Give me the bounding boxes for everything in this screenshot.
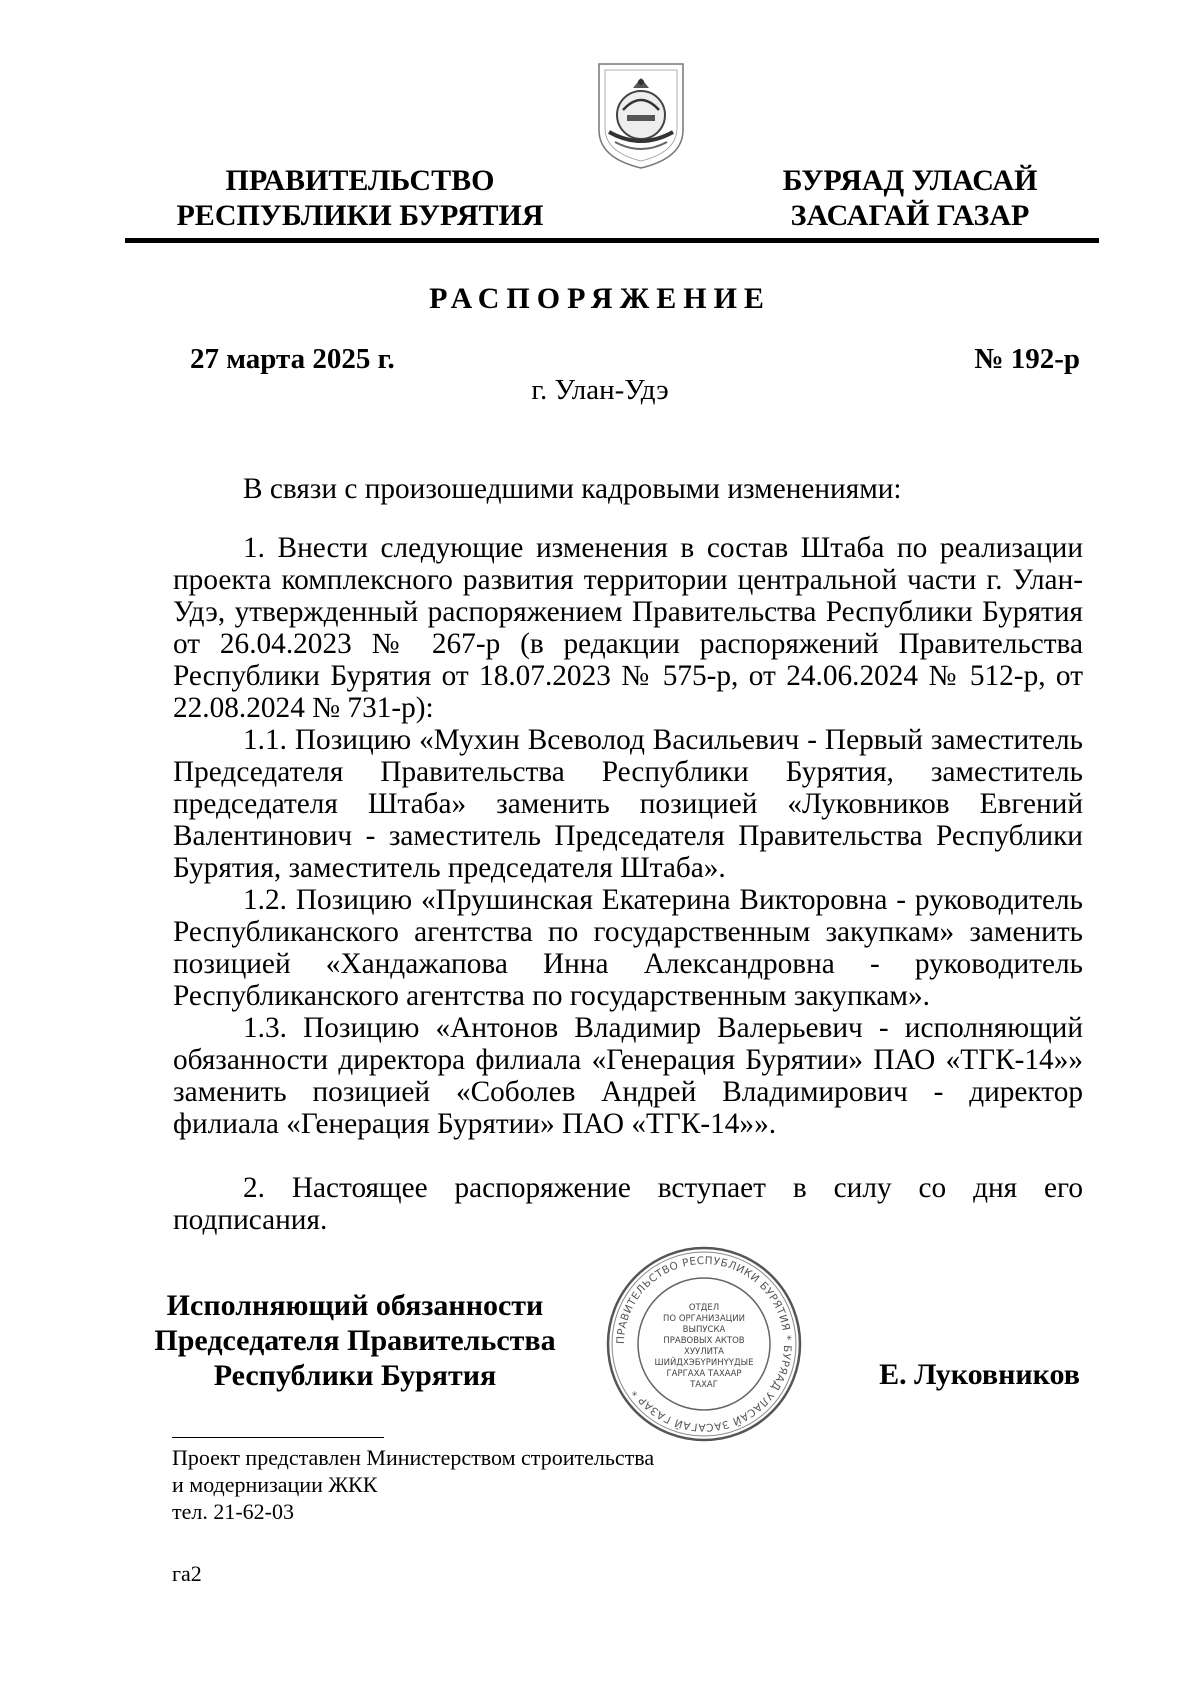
- svg-text:ПО ОРГАНИЗАЦИИ: ПО ОРГАНИЗАЦИИ: [663, 1314, 745, 1324]
- svg-text:ХУУЛИТА: ХУУЛИТА: [684, 1347, 724, 1357]
- paragraph-1: 1. Внести следующие изменения в состав Штаба по реализации проекта комплексного развития территории центральной части г. Улан-Удэ, утвержденный распоряжением Правительства Республики Бурятия от 26.04.2023 № 267-р (в редакции распоряжений Правительства Республики Бурятия от 18.07.2023 № 575-р, от 24.06.2024 № 512-р, от 22.08.2024 № 731-р):: [173, 532, 1083, 724]
- footnote-rule: [172, 1437, 384, 1438]
- svg-text:ПРАВОВЫХ АКТОВ: ПРАВОВЫХ АКТОВ: [663, 1336, 745, 1346]
- paragraph-1-2: 1.2. Позицию «Прушинская Екатерина Викторовна - руководитель Республиканского агентства по государственным закупкам» заменить позицией «Хандажапова Инна Александровна - руководитель Республиканского агентства по государственным закупкам».: [173, 884, 1083, 1012]
- paragraph-2: 2. Настоящее распоряжение вступает в силу со дня его подписания.: [173, 1172, 1083, 1236]
- paragraph-intro: В связи с произошедшими кадровыми изменениями:: [243, 473, 902, 505]
- footnote: [172, 1444, 654, 1525]
- svg-text:ТАХАГ: ТАХАГ: [690, 1380, 718, 1390]
- svg-text:ОТДЕЛ: ОТДЕЛ: [688, 1303, 720, 1313]
- svg-text:ШИЙДХЭБҮРИНҮҮДЫЕ: ШИЙДХЭБҮРИНҮҮДЫЕ: [654, 1358, 754, 1368]
- header-rule: [125, 238, 1099, 243]
- header-left-line2: РЕСПУБЛИКИ БУРЯТИЯ: [176, 199, 544, 232]
- document-city: г. Улан-Удэ: [531, 374, 669, 406]
- footnote-phone: тел. 21-62-03: [172, 1499, 295, 1524]
- svg-text:ПРАВИТЕЛЬСТВО РЕСПУБЛИКИ БУРЯТ: ПРАВИТЕЛЬСТВО РЕСПУБЛИКИ БУРЯТИЯ * БУРЯАД УЛАСАЙ ЗАСАГАЙ ГАЗАР *: [614, 1254, 794, 1434]
- signer-name: Е. Луковников: [879, 1358, 1080, 1391]
- header-left: [150, 163, 570, 233]
- document-title: РАСПОРЯЖЕНИЕ: [429, 282, 771, 315]
- executor-code: га2: [172, 1561, 202, 1586]
- header-right-line1: БУРЯАД УЛАСАЙ: [782, 164, 1038, 197]
- signature-title-line3: Республики Бурятия: [213, 1359, 497, 1392]
- document-date: 27 марта 2025 г.: [190, 343, 395, 375]
- footnote-line2: и модернизации ЖКК: [172, 1472, 378, 1497]
- header-right-line2: ЗАСАГАЙ ГАЗАР: [790, 199, 1030, 232]
- paragraph-1-1: 1.1. Позицию «Мухин Всеволод Васильевич - Первый заместитель Председателя Правительства Республики Бурятия, заместитель председателя Штаба» заменить позицией «Луковников Евгений Валентинович - заместитель Председателя Правительства Республики Бурятия, заместитель председателя Штаба».: [173, 724, 1083, 884]
- signature-title-line1: Исполняющий обязанности: [166, 1289, 544, 1322]
- official-seal-stamp: [604, 1244, 804, 1444]
- document-number: № 192-р: [974, 343, 1080, 375]
- coat-of-arms-emblem: [593, 60, 689, 172]
- document-body: [173, 473, 1083, 1236]
- footnote-line1: Проект представлен Министерством строительства: [172, 1445, 655, 1470]
- paragraph-1-3: 1.3. Позицию «Антонов Владимир Валерьевич - исполняющий обязанности директора филиала «Генерация Бурятии» ПАО «ТГК-14»» заменить позицией «Соболев Андрей Владимирович - директор филиала «Генерация Бурятии» ПАО «ТГК-14»».: [173, 1012, 1083, 1140]
- signature-title-line2: Председателя Правительства: [154, 1324, 556, 1357]
- header-right: [700, 163, 1120, 233]
- svg-text:ВЫПУСКА: ВЫПУСКА: [682, 1325, 726, 1335]
- header-left-line1: ПРАВИТЕЛЬСТВО: [225, 164, 495, 197]
- signature-block: [150, 1288, 560, 1393]
- svg-text:ГАРГАХА ТАХААР: ГАРГАХА ТАХААР: [666, 1369, 742, 1379]
